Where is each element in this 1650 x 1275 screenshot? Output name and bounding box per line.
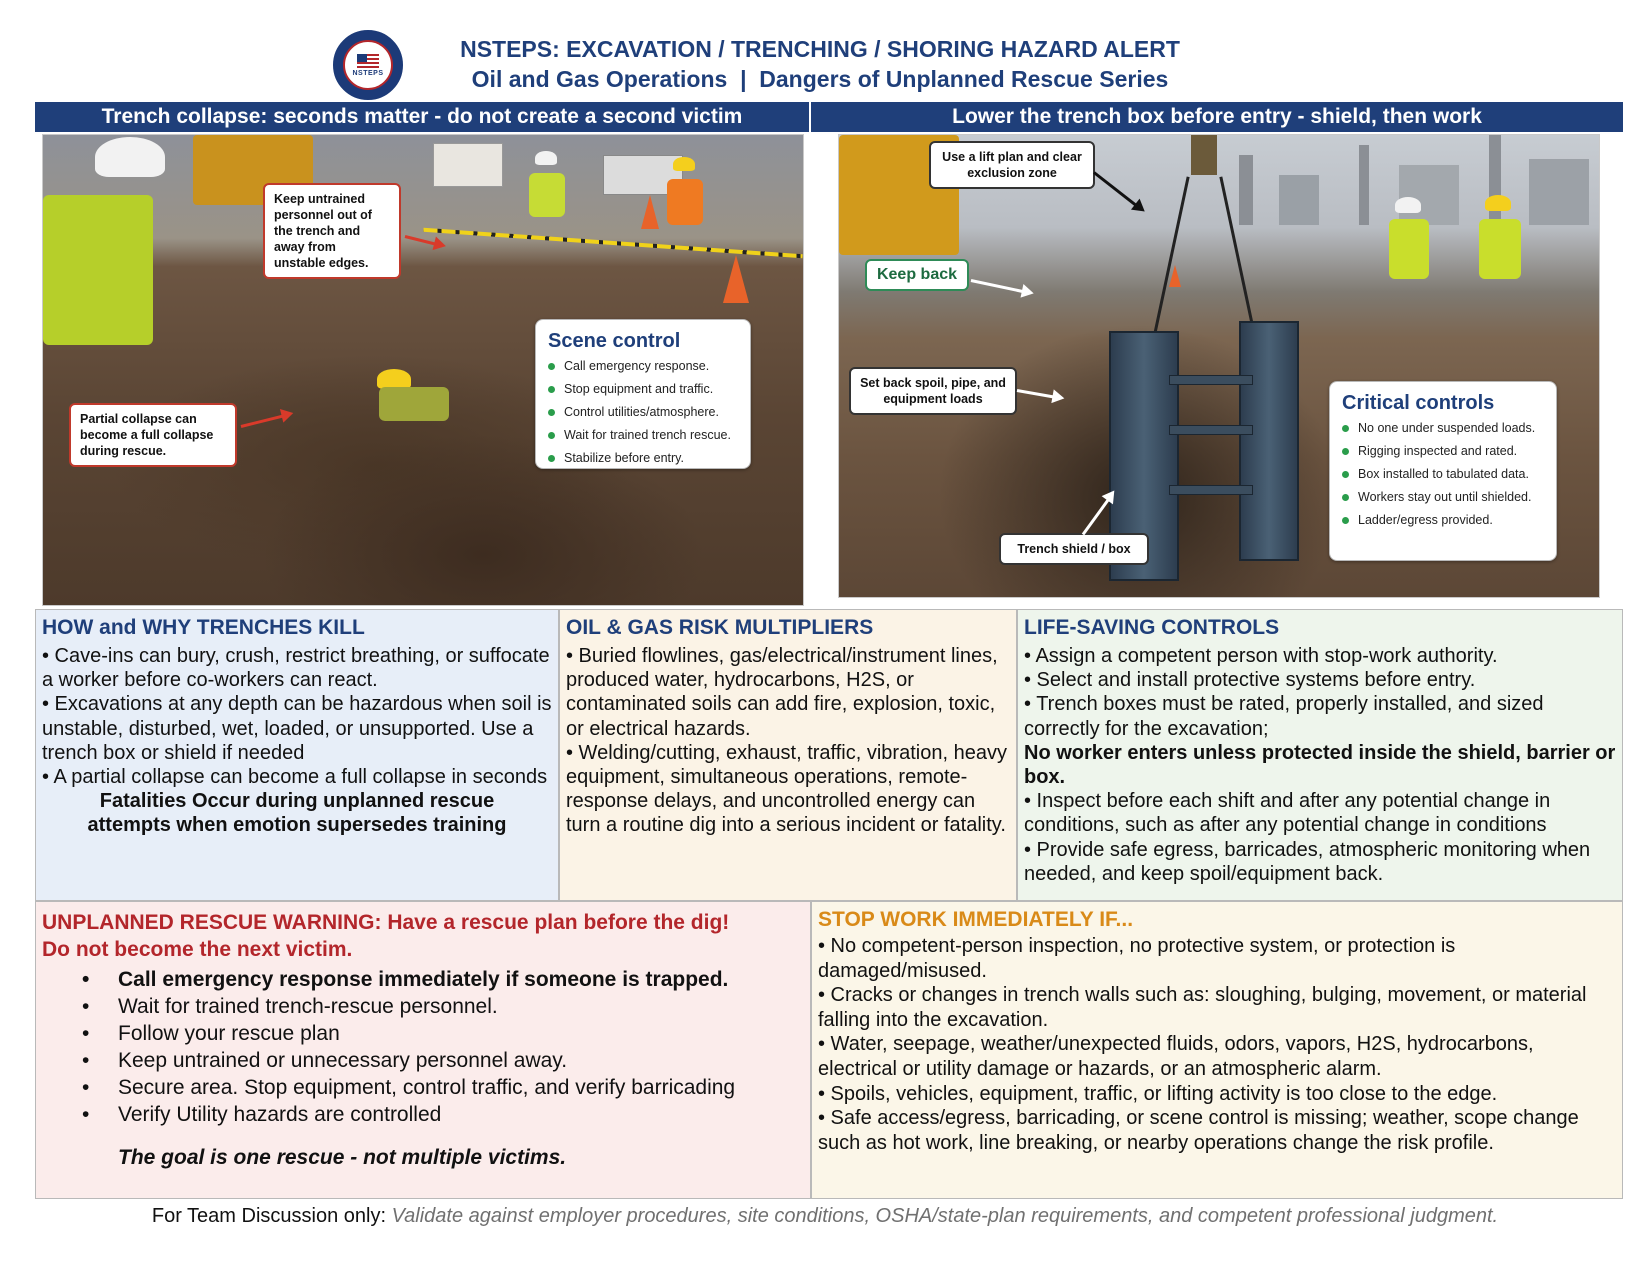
traffic-cone-icon — [1169, 265, 1181, 287]
black-arrow — [1093, 171, 1142, 210]
callout-keep-back: Keep back — [865, 259, 969, 291]
trench-shield-illustration — [1239, 321, 1299, 561]
warning-item: • Keep untrained or unnecessary personnel away. — [82, 1047, 804, 1074]
warning-item: • Secure area. Stop equipment, control traffic, and verify barricading — [82, 1074, 804, 1101]
critical-controls-item: Ladder/egress provided. — [1342, 513, 1544, 527]
red-arrow — [405, 235, 443, 247]
how-why-bullet: • A partial collapse can become a full collapse in seconds — [42, 766, 548, 789]
life-saving-bullet: • Inspect before each shift and after any potential change in conditions, such as after any potential change in conditions — [1024, 790, 1551, 837]
worker-figure — [43, 195, 153, 345]
scene-control-item: Stop equipment and traffic. — [548, 382, 738, 396]
worker-figure — [1479, 219, 1521, 279]
traffic-cone-icon — [723, 255, 749, 303]
nsteps-logo — [333, 30, 403, 100]
life-saving-bold-line: No worker enters unless protected inside the shield, barrier or box. — [1024, 741, 1616, 789]
life-saving-bullet: • Provide safe egress, barricades, atmospheric monitoring when needed, and keep spoil/equipment back. — [1024, 838, 1591, 885]
worker-figure — [667, 179, 703, 225]
trench-shield-spreader — [1169, 425, 1253, 435]
oil-gas-bullet: • Welding/cutting, exhaust, traffic, vibration, heavy equipment, simultaneous operations, remote-response delays, and uncontrolled energy can turn a routine dig into a serious incident or fatality. — [566, 741, 1007, 837]
white-arrow — [971, 279, 1030, 294]
critical-controls-item: Rigging inspected and rated. — [1342, 444, 1544, 458]
life-saving-bullet: • Select and install protective systems before entry. — [1024, 669, 1476, 692]
refinery-illustration — [1489, 135, 1501, 225]
right-photo-banner: Lower the trench box before entry - shield, then work — [811, 102, 1623, 132]
oil-gas-heading: OIL & GAS RISK MULTIPLIERS — [566, 616, 874, 639]
refinery-illustration — [1239, 155, 1253, 225]
trench-collapse-photo — [42, 134, 804, 606]
warning-item: • Call emergency response immediately if someone is trapped. — [82, 966, 804, 993]
how-why-emphasis: Fatalities Occur during unplanned rescue attempts when emotion supersedes training — [87, 790, 507, 837]
hard-hat-icon — [377, 369, 411, 389]
truck-illustration — [433, 143, 503, 187]
critical-controls-item: Box installed to tabulated data. — [1342, 467, 1544, 481]
warning-subheading: Do not become the next victim. — [42, 938, 353, 961]
oil-gas-panel — [559, 609, 1017, 901]
stop-work-heading: STOP WORK IMMEDIATELY IF... — [818, 908, 1134, 931]
stop-work-bullet: • Water, seepage, weather/unexpected fluids, odors, vapors, H2S, hydrocarbons, electrical or utility damage or hazards, or an atmospheric alarm. — [818, 1033, 1534, 1080]
hard-hat-icon — [535, 151, 557, 165]
footer-lead: For Team Discussion only: — [151, 1205, 392, 1227]
trapped-worker-figure — [379, 387, 449, 421]
callout-setback: Set back spoil, pipe, and equipment loads — [849, 367, 1017, 415]
how-why-panel — [35, 609, 559, 901]
logo-text: NSTEPS — [352, 69, 384, 77]
critical-controls-item: Workers stay out until shielded. — [1342, 490, 1544, 504]
how-why-heading: HOW and WHY TRENCHES KILL — [42, 616, 365, 639]
warning-item: • Wait for trained trench-rescue personnel. — [82, 993, 804, 1020]
page-title: NSTEPS: EXCAVATION / TRENCHING / SHORING HAZARD ALERT — [460, 36, 1180, 62]
callout-untrained-personnel: Keep untrained personnel out of the trench and away from unstable edges. — [263, 183, 401, 279]
white-arrow — [1017, 389, 1061, 400]
refinery-illustration — [1279, 175, 1319, 225]
refinery-illustration — [1529, 159, 1589, 225]
footer-note: Validate against employer procedures, site conditions, OSHA/state-plan requirements, and competent professional judgment. — [391, 1205, 1499, 1227]
refinery-illustration — [1399, 165, 1459, 225]
left-photo-banner: Trench collapse: seconds matter - do not create a second victim — [35, 102, 809, 132]
worker-figure — [529, 173, 565, 217]
how-why-bullet: • Cave-ins can bury, crush, restrict breathing, or suffocate a worker before co-workers can react. — [42, 645, 550, 692]
hard-hat-icon — [1395, 197, 1421, 213]
callout-lift-plan: Use a lift plan and clear exclusion zone — [929, 141, 1095, 189]
traffic-cone-icon — [641, 195, 659, 229]
worker-figure — [1389, 219, 1429, 279]
footer-disclaimer — [0, 1205, 1650, 1228]
life-saving-bullet: • Assign a competent person with stop-work authority. — [1024, 645, 1498, 667]
trench-shield-spreader — [1169, 375, 1253, 385]
critical-controls-title: Critical controls — [1342, 392, 1495, 414]
warning-item: • Verify Utility hazards are controlled — [82, 1101, 804, 1128]
critical-controls-item: No one under suspended loads. — [1342, 421, 1544, 435]
life-saving-heading: LIFE-SAVING CONTROLS — [1024, 616, 1280, 639]
scene-control-item: Wait for trained trench rescue. — [548, 428, 738, 442]
stop-work-bullet: • Spoils, vehicles, equipment, traffic, or lifting activity is too close to the edge. — [818, 1082, 1498, 1105]
how-why-bullet: • Excavations at any depth can be hazardous when soil is unstable, disturbed, wet, loaded, or unsupported. Use a trench box or shield if needed — [42, 693, 552, 764]
scene-control-item: Control utilities/atmosphere. — [548, 405, 738, 419]
warning-goal: The goal is one rescue - not multiple victims. — [118, 1146, 567, 1169]
scene-control-title: Scene control — [548, 330, 681, 352]
flag-icon — [357, 54, 379, 68]
warning-heading: UNPLANNED RESCUE WARNING: Have a rescue plan before the dig! — [42, 911, 730, 934]
hard-hat-icon — [95, 137, 165, 177]
stop-work-panel — [811, 901, 1623, 1199]
crane-hook-illustration — [1191, 135, 1217, 175]
lifting-chain — [1151, 177, 1189, 344]
callout-partial-collapse: Partial collapse can become a full collapse during rescue. — [69, 403, 237, 467]
warning-item: • Follow your rescue plan — [82, 1020, 804, 1047]
stop-work-bullet: • Safe access/egress, barricading, or scene control is missing; weather, scope change such as hot work, line breaking, or nearby operations change the risk profile. — [818, 1107, 1579, 1154]
rescue-warning-panel — [35, 901, 811, 1199]
life-saving-bullet: • Trench boxes must be rated, properly installed, and sized correctly for the excavation; — [1024, 693, 1544, 740]
stop-work-bullet: • No competent-person inspection, no protective system, or protection is damaged/misused. — [818, 935, 1456, 982]
critical-controls-box — [1329, 381, 1557, 561]
oil-gas-bullet: • Buried flowlines, gas/electrical/instrument lines, produced water, hydrocarbons, H2S, or contaminated soils can add fire, explosion, toxic, or electrical hazards. — [566, 645, 998, 740]
hard-hat-icon — [673, 157, 695, 171]
header — [0, 0, 1650, 102]
trench-box-photo — [838, 134, 1600, 598]
hard-hat-icon — [1485, 195, 1511, 211]
caution-tape — [423, 228, 802, 258]
scene-control-box — [535, 319, 751, 469]
stop-work-bullet: • Cracks or changes in trench walls such as: sloughing, bulging, movement, or material falling into the excavation. — [818, 984, 1587, 1031]
refinery-illustration — [1359, 145, 1369, 225]
scene-control-item: Stabilize before entry. — [548, 451, 738, 465]
page-subtitle: Oil and Gas Operations | Dangers of Unplanned Rescue Series — [471, 66, 1169, 92]
scene-control-item: Call emergency response. — [548, 359, 738, 373]
red-arrow — [241, 413, 290, 428]
callout-trench-shield: Trench shield / box — [999, 533, 1149, 565]
trench-shield-spreader — [1169, 485, 1253, 495]
life-saving-panel — [1017, 609, 1623, 901]
